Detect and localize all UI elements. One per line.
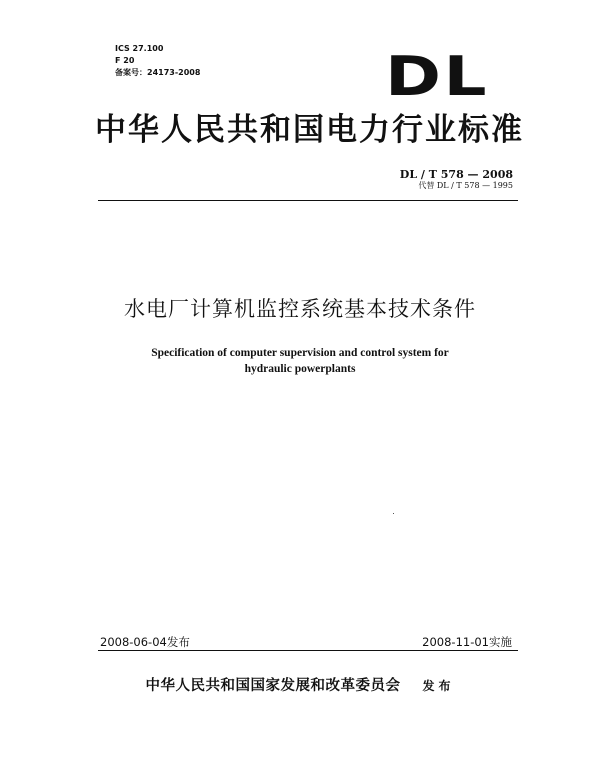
implementation-date: 2008-11-01实施: [422, 635, 512, 649]
document-title-english-line-1: Specification of computer supervision and control system for: [151, 347, 449, 359]
ics-code: ICS 27.100: [115, 44, 164, 53]
bottom-divider: [98, 650, 518, 651]
dl-logo: DL: [385, 45, 490, 108]
document-title-chinese: 水电厂计算机监控系统基本技术条件: [124, 297, 476, 321]
classification-code: F 20: [115, 56, 135, 65]
issue-date: 2008-06-04发布: [100, 635, 190, 649]
publish-action: 发布: [422, 679, 455, 693]
standard-title: 中华人民共和国电力行业标准: [95, 112, 524, 148]
publisher-name: 中华人民共和国国家发展和改革委员会: [145, 678, 401, 694]
scan-speck: [393, 513, 394, 514]
publisher-line: [0, 677, 600, 695]
standard-number: DL / T 578 — 2008: [399, 168, 513, 181]
document-title-english-line-2: hydraulic powerplants: [244, 363, 356, 375]
replaces-standard: 代替 DL / T 578 — 1995: [418, 181, 513, 190]
top-divider: [98, 200, 518, 201]
record-number: 备案号：24173-2008: [115, 68, 201, 77]
